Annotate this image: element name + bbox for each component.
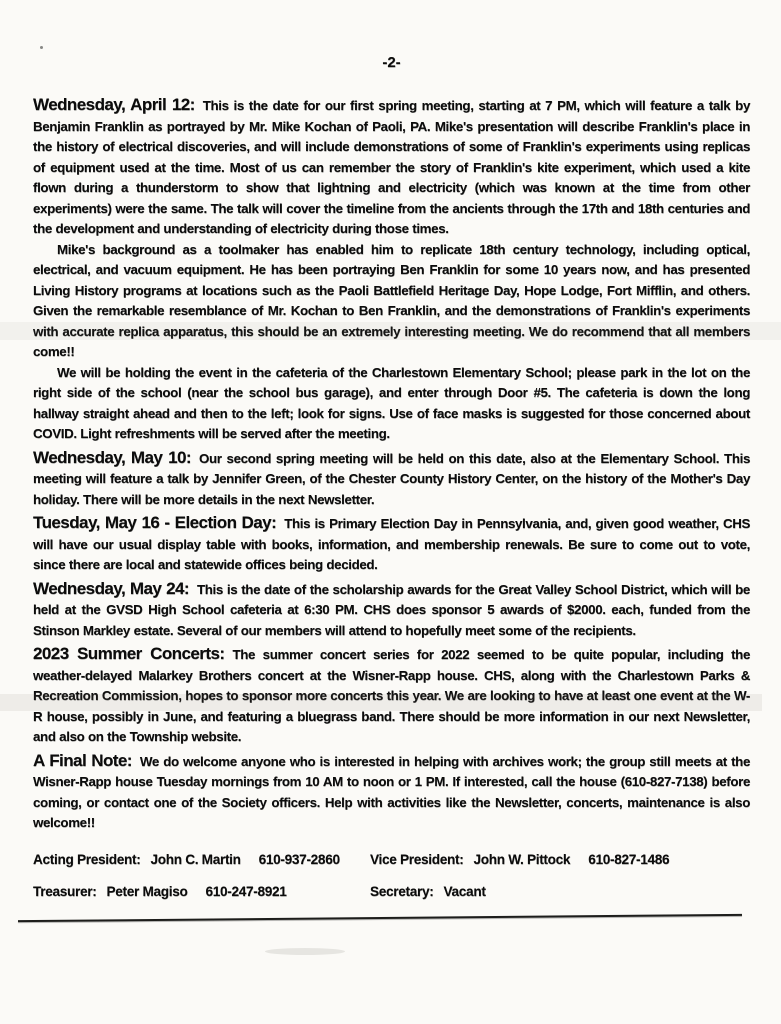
section-may-16-heading: Tuesday, May 16 - Election Day: bbox=[33, 513, 277, 532]
officer-vice-president bbox=[370, 852, 669, 867]
section-may-24-heading: Wednesday, May 24: bbox=[33, 578, 190, 598]
scan-artifact-smudge bbox=[265, 948, 345, 955]
section-may-24-body: This is the date of the scholarship awards for the Great Valley School District, which will be held at the GVSD High School cafeteria at 6:30 PM. CHS does sponsor 5 awards of $2000. each, funded from the Stinson Markley estate. Several of our members will attend to hopefully meet some of the recipients. bbox=[33, 581, 750, 638]
officers-row-2 bbox=[33, 884, 750, 899]
bottom-divider-line bbox=[18, 913, 742, 921]
section-may-10-body: Our second spring meeting will be held on this date, also at the Elementary School. This meeting will feature a talk by Jennifer Green, of the Chester County History Center, on the history of the Mother's Day holiday. There will be more details in the next Newsletter. bbox=[33, 450, 750, 507]
paragraph-mikes-background: Mike's background as a toolmaker has enabled him to replicate 18th century technology, including optical, electrical, and vacuum equipment. He has been portraying Ben Franklin for some 10 years now, and has presented Living History programs at locations such as the Paoli Battlefield Heritage Day, Hope Lodge, Fort Mifflin, and others. Given the remarkable resemblance of Mr. Kochan to Ben Franklin, and the demonstrations of Franklin's experiments with accurate replica apparatus, this should be an extremely interesting meeting. We do recommend that all members come!! bbox=[33, 241, 750, 359]
section-may-16-election-day bbox=[33, 513, 750, 576]
officer-phone: 610-827-1486 bbox=[588, 851, 670, 867]
officer-role: Treasurer: bbox=[33, 883, 97, 899]
scan-speck bbox=[40, 46, 43, 49]
section-may-10-heading: Wednesday, May 10: bbox=[33, 447, 192, 467]
officers-block bbox=[33, 852, 750, 899]
officer-role: Acting President: bbox=[33, 851, 141, 867]
section-april-12-heading: Wednesday, April 12: bbox=[33, 95, 195, 114]
officer-status: Vacant bbox=[443, 883, 486, 899]
section-summer-concerts-body: The summer concert series for 2022 seemed to be quite popular, including the weather-delayed Malarkey Brothers concert at the Wisner-Rapp house. CHS, along with the Charlestown Parks & Recreation Commission, hopes to sponsor more concerts this year. We are looking to have at least one event at the W-R house, possibly in June, and featuring a bluegrass band. There should be more information in our next Newsletter, and also on the Township website. bbox=[33, 647, 751, 744]
section-summer-concerts bbox=[33, 644, 750, 748]
section-may-24 bbox=[33, 579, 750, 642]
officer-name: John C. Martin bbox=[150, 851, 241, 867]
officer-role: Secretary: bbox=[370, 883, 434, 899]
officers-row-1 bbox=[33, 852, 750, 867]
page-number: -2- bbox=[382, 54, 401, 71]
section-april-12-body: This is the date for our first spring meeting, starting at 7 PM, which will feature a talk by Benjamin Franklin as portrayed by Mr. Mike Kochan of Paoli, PA. Mike's presentation will describe Franklin's place in the history of electrical discoveries, and will include demonstrations of some of Franklin's experiments using replicas of equipment used at the time. Most of us can remember the story of Franklin's kite experiment, which used a kite flown during a thunderstorm to show that lightning and electricity (which was known at the time from other experiments) were the same. The talk will cover the timeline from the ancients through the 17th and 18th centuries and the development and understanding of electricity during those times. bbox=[33, 98, 750, 236]
officer-name: Peter Magiso bbox=[106, 883, 188, 899]
paragraph-event-location: We will be holding the event in the cafeteria of the Charlestown Elementary School; please park in the lot on the right side of the school (near the school bus garage), and enter through Door #5. The cafeteria is down the long hallway straight ahead and then to the left; look for signs. Use of face masks is suggested for those concerned about COVID. Light refreshments will be served after the meeting. bbox=[33, 364, 750, 441]
officer-treasurer bbox=[33, 884, 370, 899]
section-summer-concerts-heading: 2023 Summer Concerts: bbox=[33, 644, 225, 663]
officer-phone: 610-247-8921 bbox=[205, 883, 287, 899]
section-final-note bbox=[33, 751, 750, 834]
section-final-note-heading: A Final Note: bbox=[33, 750, 132, 770]
officer-name: John W. Pittock bbox=[473, 851, 571, 867]
officer-role: Vice President: bbox=[370, 851, 464, 867]
section-april-12 bbox=[33, 95, 750, 240]
section-may-10 bbox=[33, 448, 750, 511]
section-final-note-body: We do welcome anyone who is interested in helping with archives work; the group still meets at the Wisner-Rapp house Tuesday mornings from 10 AM to noon or 1 PM. If interested, call the house (610-827-7138) before coming, or contact one of the Society officers. Help with activities like the Newsletter, concerts, maintenance is also welcome!! bbox=[33, 753, 750, 830]
section-may-16-body: This is Primary Election Day in Pennsylvania, and, given good weather, CHS will have our usual display table with books, information, and membership renewals. Be sure to come out to vote, since there are local and statewide offices being decided. bbox=[33, 516, 750, 572]
officer-phone: 610-937-2860 bbox=[258, 851, 340, 867]
officer-acting-president bbox=[33, 852, 370, 867]
officer-secretary bbox=[370, 884, 504, 899]
